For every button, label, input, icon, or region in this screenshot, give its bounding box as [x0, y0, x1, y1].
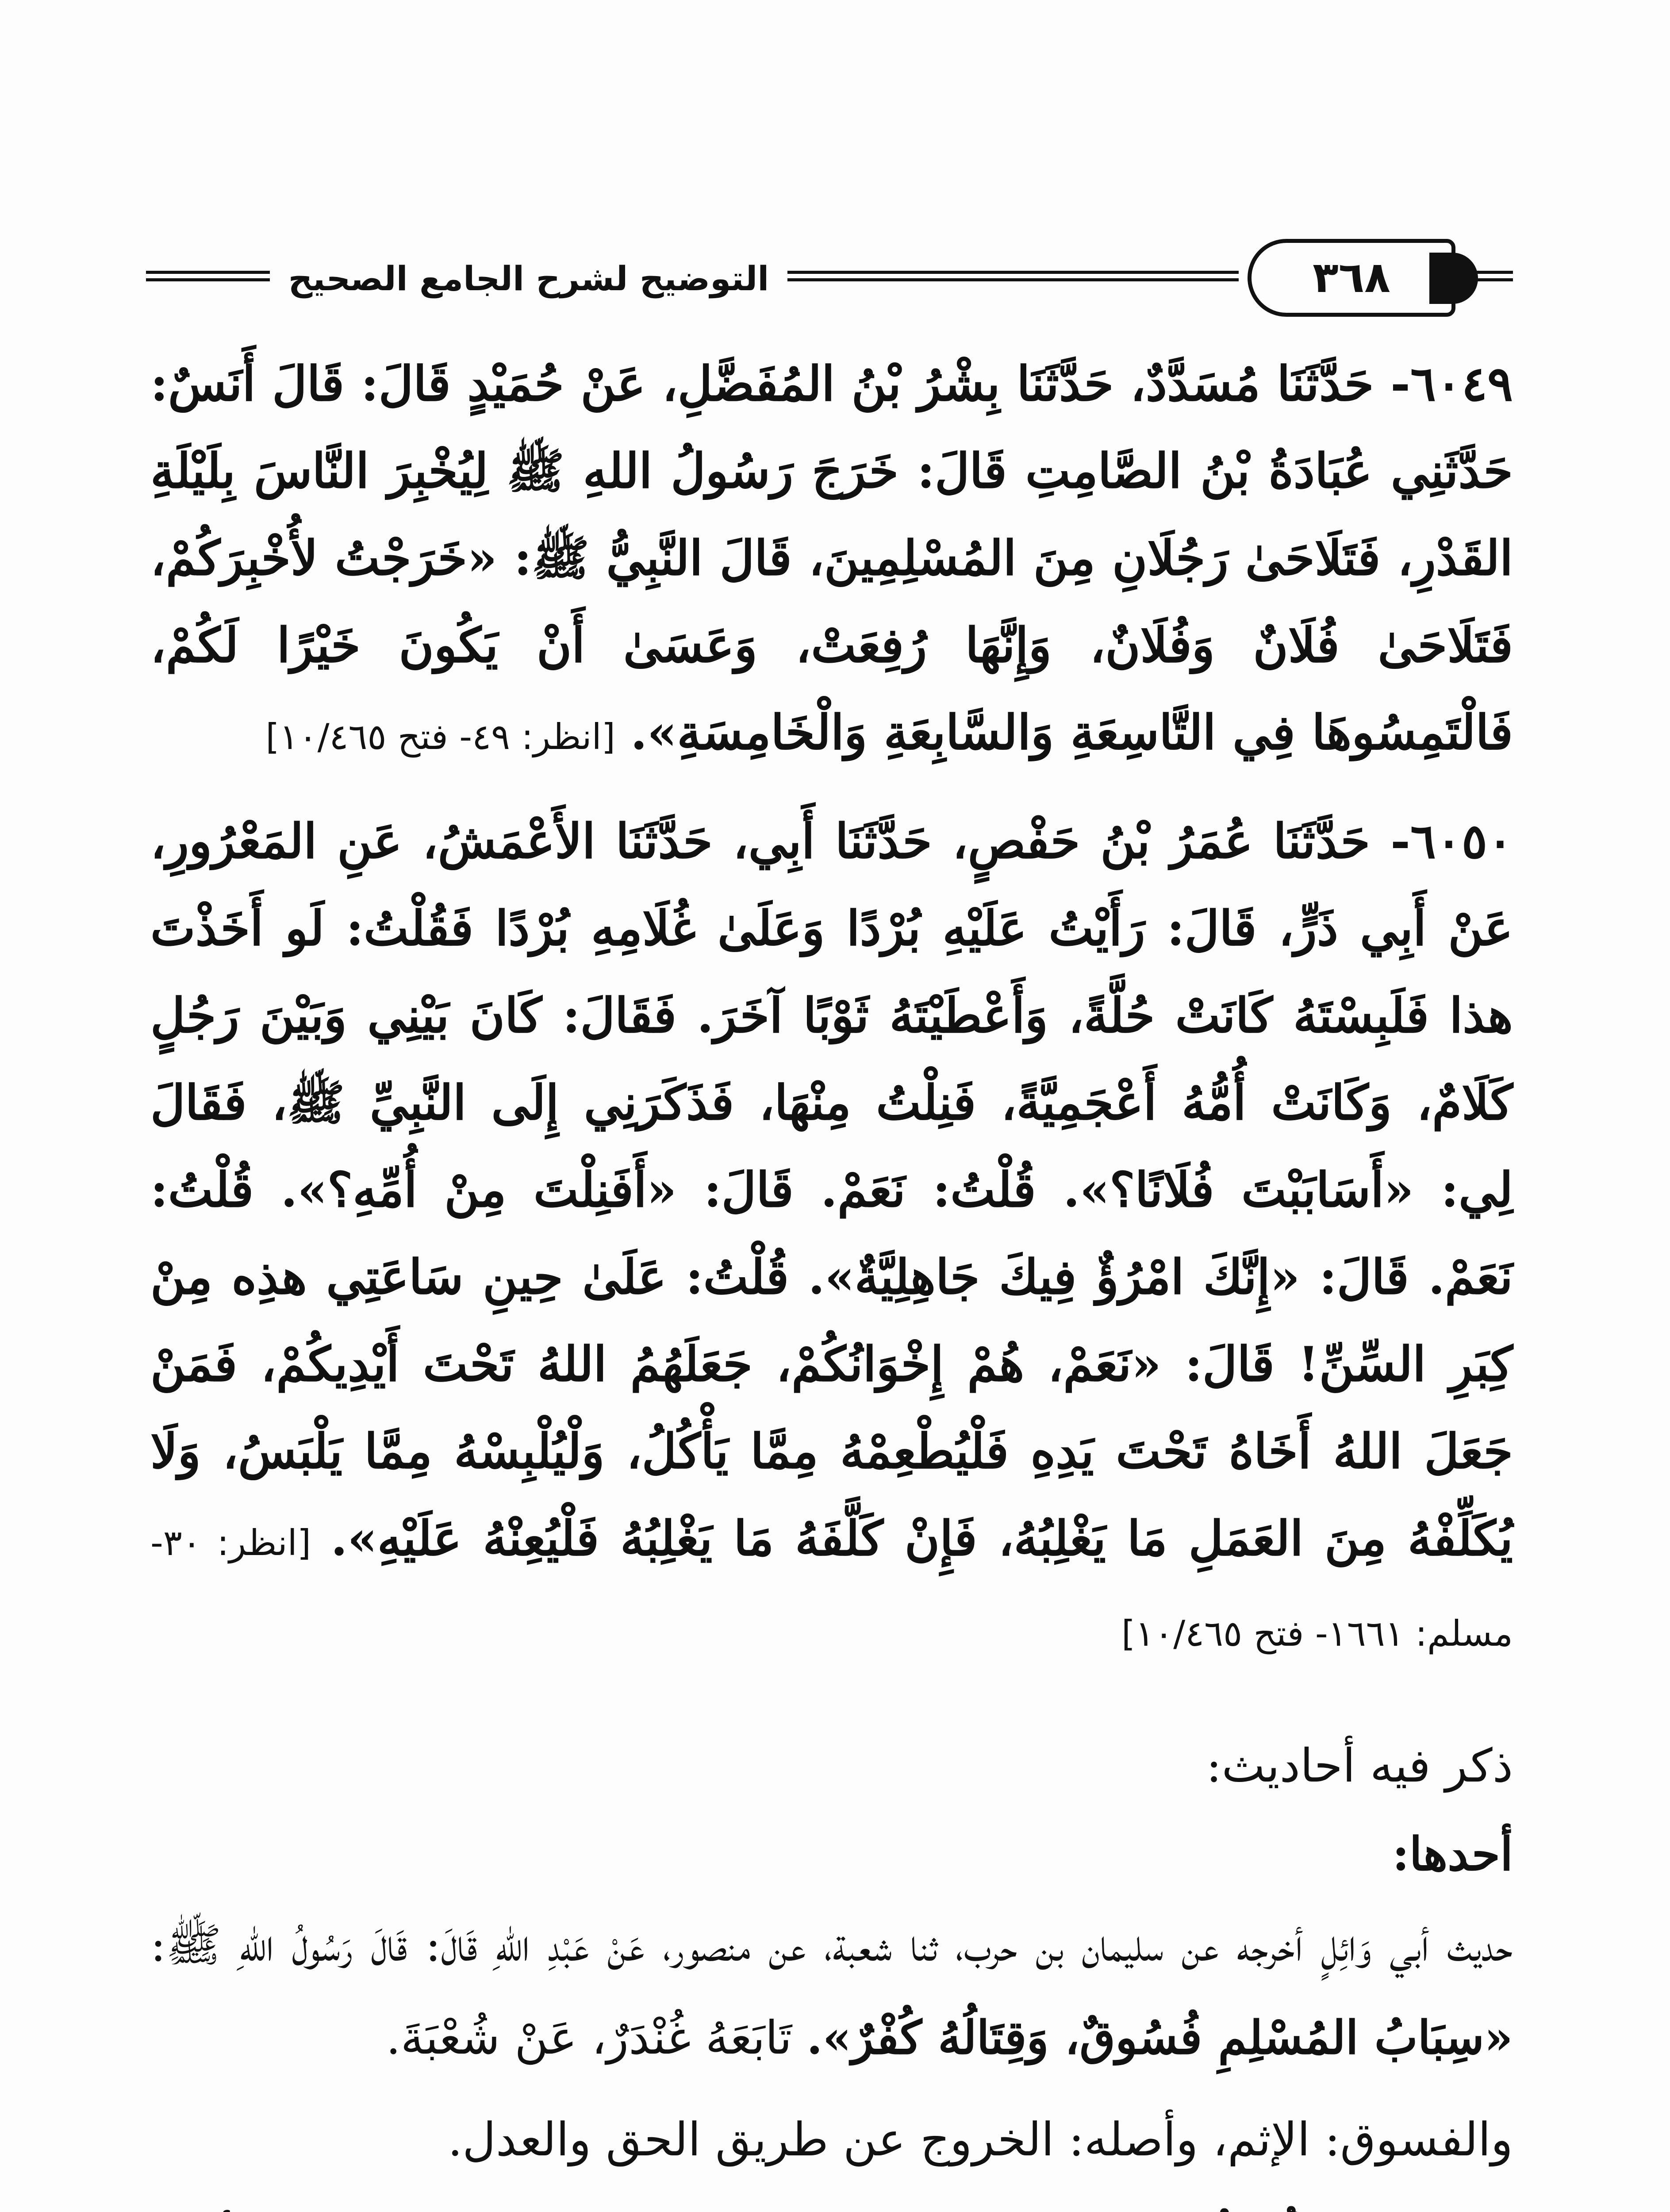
hadith-6050-text: ٦٠٥٠- حَدَّثَنَا عُمَرُ بْنُ حَفْصٍ، حَدَّثَنَا أَبِي، حَدَّثَنَا الأَعْمَشُ، عَنِ المَعْرُورِ، عَنْ أَبِي ذَرٍّ، قَالَ: رَأَيْتُ عَلَيْهِ بُرْدًا وَعَلَىٰ غُلَامِهِ بُرْدًا فَقُلْتُ: لَو أَخَذْتَ هذا فَلَبِسْتَهُ كَانَتْ حُلَّةً، وَأَعْطَيْتَهُ ثَوْبًا آخَرَ. فَقَالَ: كَانَ بَيْنِي وَبَيْنَ رَجُلٍ كَلَامٌ، وَكَانَتْ أُمُّهُ أَعْجَمِيَّةً، فَنِلْتُ مِنْهَا، فَذَكَرَنِي إِلَى النَّبِيِّ ﷺ، فَقَالَ لِي: «أَسَابَبْتَ فُلَانًا؟». قُلْتُ: نَعَمْ. قَالَ: «أَفَنِلْتَ مِنْ أُمِّهِ؟». قُلْتُ: نَعَمْ. قَالَ: «إِنَّكَ امْرُؤٌ فِيكَ جَاهِلِيَّةٌ». قُلْتُ: عَلَىٰ حِينِ سَاعَتِي هذِه مِنْ كِبَرِ السِّنِّ! قَالَ: «نَعَمْ، هُمْ إِخْوَانُكُمْ، جَعَلَهُمُ اللهُ تَحْتَ أَيْدِيكُمْ، فَمَنْ جَعَلَ اللهُ أَخَاهُ تَحْتَ يَدِهِ فَلْيُطْعِمْهُ مِمَّا يَأْكُلُ، وَلْيُلْبِسْهُ مِمَّا يَلْبَسُ، وَلَا يُكَلِّفْهُ مِنَ العَمَلِ مَا يَغْلِبُهُ، فَإِنْ كَلَّفَهُ مَا يَغْلِبُهُ فَلْيُعِنْهُ عَلَيْهِ». [150, 814, 1513, 1567]
commentary-p1-quote: «سِبَابُ المُسْلِمِ فُسُوقٌ، وَقِتَالُهُ كُفْرٌ». [806, 2010, 1513, 2065]
header-rule-left [146, 271, 270, 281]
commentary-p1-lead: حديث أبي وَائِلٍ أخرجه عن سليمان بن حرب، ثنا شعبة، عن منصور، عَنْ عَبْدِ اللهِ قَالَ: قَالَ رَسُولُ اللهِ ﷺ: [150, 1918, 1513, 1972]
hadith-6049-text: ٦٠٤٩- حَدَّثَنَا مُسَدَّدٌ، حَدَّثَنَا بِشْرُ بْنُ المُفَضَّلِ، عَنْ حُمَيْدٍ قَالَ: قَالَ أَنَسٌ: حَدَّثَنِي عُبَادَةُ بْنُ الصَّامِتِ قَالَ: خَرَجَ رَسُولُ اللهِ ﷺ لِيُخْبِرَ النَّاسَ بِلَيْلَةِ القَدْرِ، فَتَلَاحَىٰ رَجُلَانِ مِنَ المُسْلِمِينَ، قَالَ النَّبِيُّ ﷺ: «خَرَجْتُ لأُخْبِرَكُمْ، فَتَلَاحَىٰ فُلَانٌ وَفُلَانٌ، وَإِنَّهَا رُفِعَتْ، وَعَسَىٰ أَنْ يَكُونَ خَيْرًا لَكُمْ، فَالْتَمِسُوهَا فِي التَّاسِعَةِ وَالسَّابِعَةِ وَالْخَامِسَةِ». [150, 356, 1513, 760]
hadith-6050-reference: [انظر: ٣٠- مسلم: ١٦٦١- فتح ١٠/٤٦٥] [150, 1522, 1513, 1654]
commentary-intro: ذكر فيه أحاديث: [1206, 1739, 1513, 1793]
hadith-6049 [150, 341, 1513, 780]
commentary-paragraph-2: والفسوق: الإثم، وأصله: الخروج عن طريق الحق والعدل. [448, 2112, 1513, 2166]
page-body [150, 341, 1513, 2212]
commentary-first-heading: أحدها: [1392, 1827, 1513, 1881]
commentary-p1-tail: تَابَعَهُ غُنْدَرٌ، عَنْ شُعْبَةَ. [386, 2011, 792, 2065]
commentary-paragraph-1 [150, 1898, 1513, 2084]
header-rule-right [1464, 271, 1513, 281]
page-header [146, 239, 1513, 327]
hadith-6049-reference: [انظر: ٤٩- فتح ١٠/٤٦٥] [265, 716, 615, 757]
header-rule-middle [787, 271, 1239, 281]
hadith-6050 [150, 798, 1513, 1677]
running-title: التوضيح لشرح الجامع الصحيح [288, 259, 769, 298]
commentary-paragraph-3 [150, 2195, 1513, 2212]
section-gap [150, 1695, 1513, 1721]
page-number: ٣٦٨ [1248, 239, 1455, 317]
